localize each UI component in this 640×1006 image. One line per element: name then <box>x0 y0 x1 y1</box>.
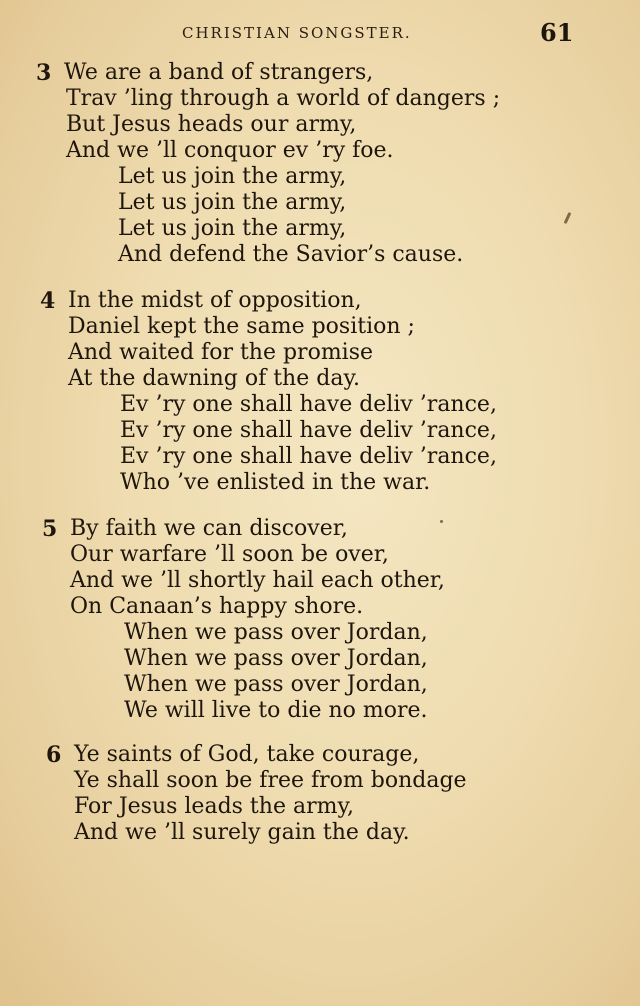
chorus-line: When we pass over Jordan, <box>124 672 428 697</box>
stanza-number: 3 <box>36 60 52 86</box>
verse-line: Our warfare ’ll soon be over, <box>70 542 389 567</box>
chorus-line: Who ’ve enlisted in the war. <box>120 470 431 495</box>
verse-line: On Canaan’s happy shore. <box>70 594 364 619</box>
page-header <box>0 20 640 50</box>
verse-line: By faith we can discover, <box>70 516 348 541</box>
chorus-line: Ev ’ry one shall have deliv ’rance, <box>120 444 497 469</box>
stanza-number: 5 <box>42 516 58 542</box>
chorus-line: We will live to die no more. <box>124 698 428 723</box>
verse-line: We are a band of strangers, <box>64 60 374 85</box>
verse-line: Trav ’ling through a world of dangers ; <box>66 86 501 111</box>
verse-line: Ye saints of God, take courage, <box>74 742 420 767</box>
page-number: 61 <box>540 18 574 47</box>
chorus-line: Ev ’ry one shall have deliv ’rance, <box>120 418 497 443</box>
verse-line: And we ’ll shortly hail each other, <box>70 568 445 593</box>
verse-line: And we ’ll conquor ev ’ry foe. <box>66 138 394 163</box>
stanza-number: 4 <box>40 288 56 314</box>
paper-speck <box>564 212 572 224</box>
running-head: CHRISTIAN SONGSTER. <box>182 24 412 42</box>
chorus-line: Let us join the army, <box>118 190 347 215</box>
stanza-number: 6 <box>46 742 62 768</box>
chorus-line: And defend the Savior’s cause. <box>118 242 464 267</box>
chorus-line: Let us join the army, <box>118 216 347 241</box>
verse-line: At the dawning of the day. <box>68 366 360 391</box>
chorus-line: Let us join the army, <box>118 164 347 189</box>
paper-speck <box>440 520 443 523</box>
chorus-line: Ev ’ry one shall have deliv ’rance, <box>120 392 497 417</box>
verse-line: Ye shall soon be free from bondage <box>74 768 467 793</box>
chorus-line: When we pass over Jordan, <box>124 646 428 671</box>
verse-line: And waited for the promise <box>68 340 374 365</box>
verse-line: For Jesus leads the army, <box>74 794 354 819</box>
verse-line: Daniel kept the same position ; <box>68 314 415 339</box>
verse-line: But Jesus heads our army, <box>66 112 357 137</box>
verse-line: In the midst of opposition, <box>68 288 362 313</box>
verse-line: And we ’ll surely gain the day. <box>74 820 410 845</box>
chorus-line: When we pass over Jordan, <box>124 620 428 645</box>
